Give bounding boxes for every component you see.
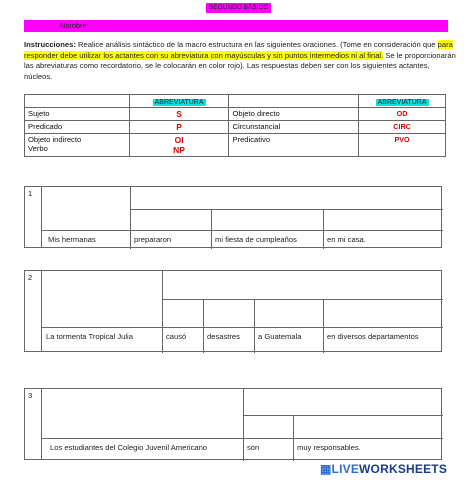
actant-label: Objeto directo xyxy=(229,108,359,121)
abbreviation-header-right: ABREVIATURA xyxy=(377,99,427,106)
sentence-part: La tormenta Tropical Julia xyxy=(46,332,133,341)
sentence-part: a Guatemala xyxy=(258,332,302,341)
sentence-part: Mis hermanas xyxy=(48,235,96,244)
actant-code-line: NP xyxy=(173,145,185,155)
actant-label: Sujeto xyxy=(25,108,130,121)
actant-code xyxy=(129,134,229,157)
liveworksheets-watermark xyxy=(320,462,447,476)
actant-code: S xyxy=(129,108,229,121)
instructions-text-after: Se le proporcionarán las abreviaturas como recordatorio, se le colocarán en color rojo). Las respuestas deben ser con los siguientes actantes, núcleos. xyxy=(24,50,456,81)
sentence-part: en diversos departamentos xyxy=(327,332,419,341)
abbreviation-header-left: ABREVIATURA xyxy=(154,99,204,106)
sentence-part: Los estudiantes del Colegio Juvenil Americano xyxy=(50,443,208,452)
sentence-part: mi fiesta de cumpleaños xyxy=(215,235,297,244)
actant-code-line: OI xyxy=(174,135,184,145)
instructions-paragraph xyxy=(24,40,456,82)
exercise-number: 3 xyxy=(25,389,42,459)
abbreviation-row xyxy=(25,121,446,134)
exercise-box-2 xyxy=(24,270,442,352)
instructions-label: Instrucciones: xyxy=(24,40,76,49)
actant-label xyxy=(25,134,130,157)
actant-code: P xyxy=(129,121,229,134)
watermark-brand-a: LIVE xyxy=(331,462,360,476)
sentence-part: causó xyxy=(166,332,187,341)
exercise-number: 1 xyxy=(25,187,42,247)
instructions-text-before: Realice análisis sintáctico de la macro estructura en las siguientes oraciones. (Tome en consideración que xyxy=(75,40,438,49)
sentence-part: son xyxy=(247,443,260,452)
actant-label-line: Verbo xyxy=(28,144,48,153)
abbreviation-header-row xyxy=(25,95,446,108)
exercise-box-1 xyxy=(24,186,442,248)
actant-code: PVO xyxy=(359,134,446,157)
abbreviation-row xyxy=(25,108,446,121)
sentence-part: en mi casa. xyxy=(327,235,366,244)
watermark-brand-b: WORKSHEETS xyxy=(359,462,448,476)
actant-code: OD xyxy=(359,108,446,121)
sentence-part: muy responsables. xyxy=(297,443,361,452)
sentence-part: desastres xyxy=(207,332,240,341)
abbreviation-table xyxy=(24,94,446,157)
instructions-highlight: para responder debe utilizar los actantes con su abreviatura con mayúsculas y sin puntos intermedios ni al final. xyxy=(24,40,453,60)
actant-label: Circunstancial xyxy=(229,121,359,134)
exercise-number: 2 xyxy=(25,271,42,351)
exercise-box-3 xyxy=(24,388,442,460)
actant-label: Predicado xyxy=(25,121,130,134)
actant-label-line: Objeto indirecto xyxy=(28,135,82,144)
sentence-part: prepararon xyxy=(134,235,172,244)
name-field[interactable]: Nombre: xyxy=(24,20,448,32)
actant-label: Predicativo xyxy=(229,134,359,157)
actant-code: CIRC xyxy=(359,121,446,134)
liveworksheets-logo-icon: ▦ xyxy=(320,462,332,476)
grade-badge: SEGUNDO BÁSICO xyxy=(206,3,271,13)
abbreviation-row xyxy=(25,134,446,157)
